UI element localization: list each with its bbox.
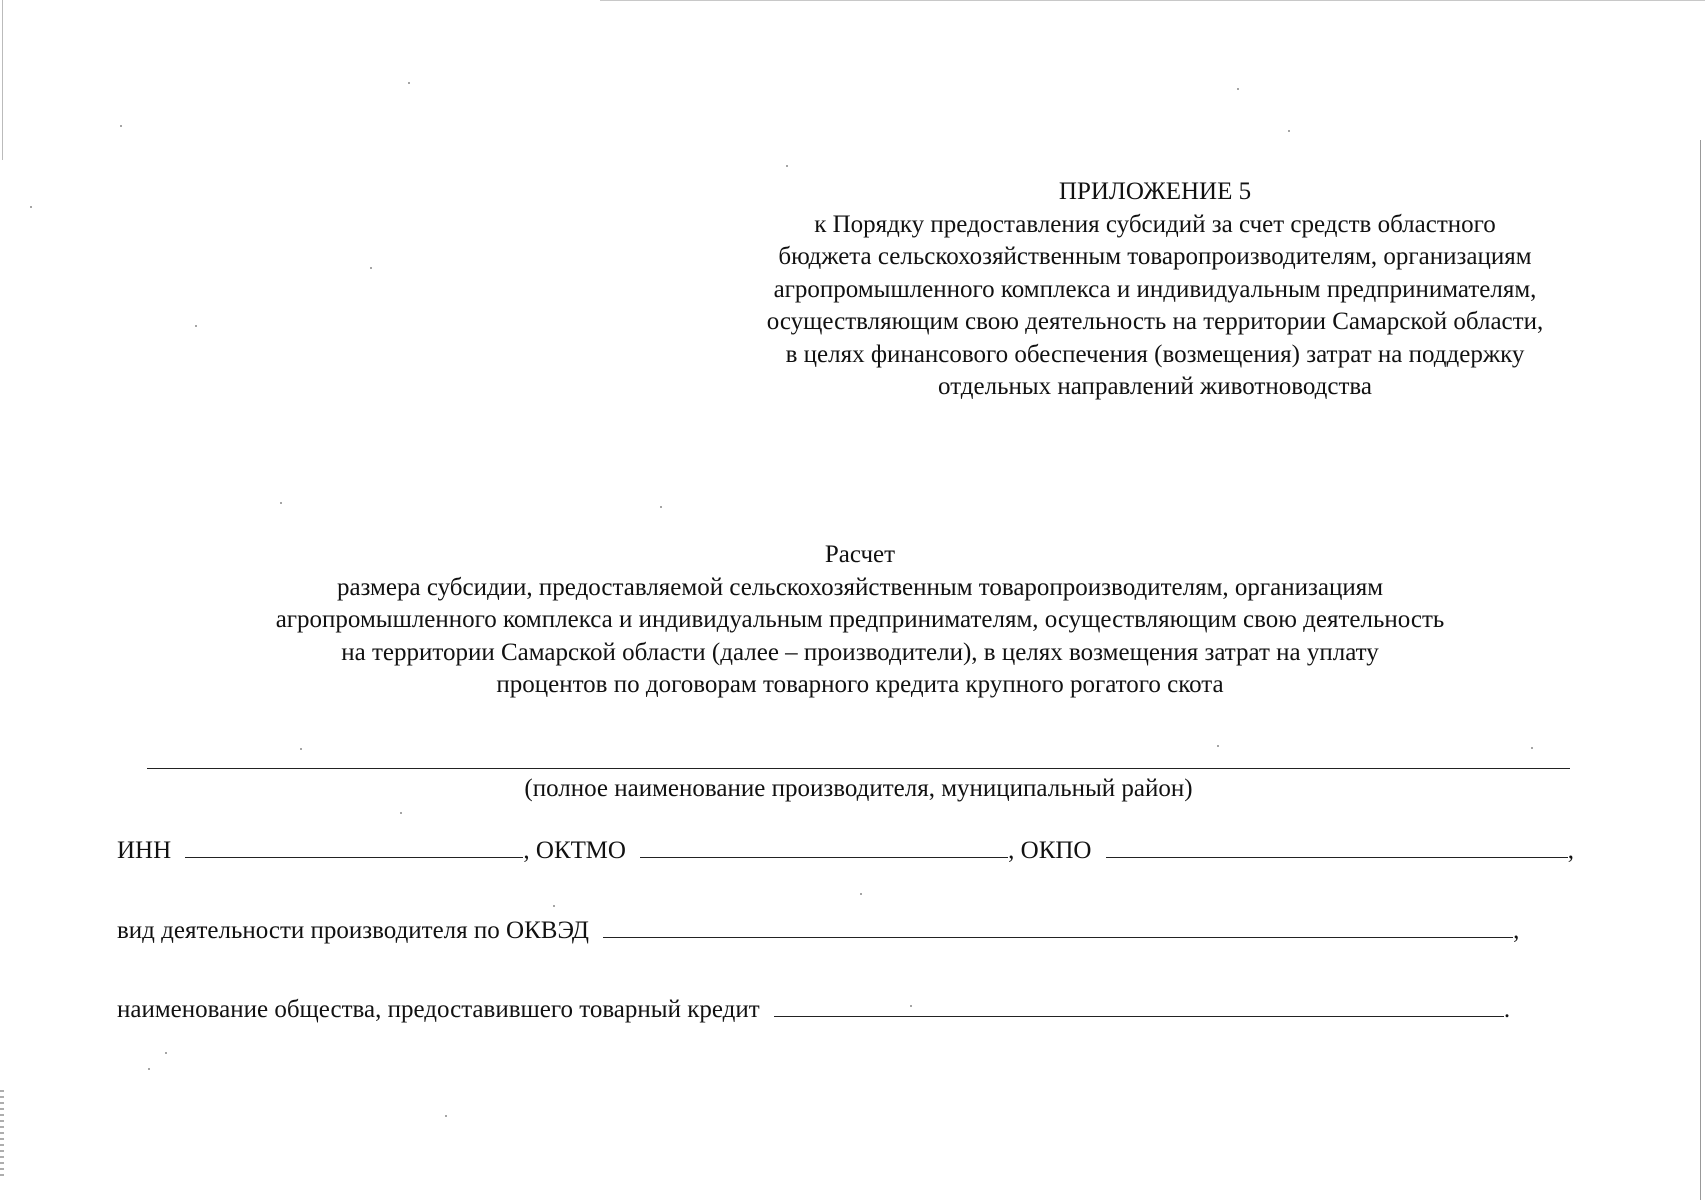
calculation-line: агропромышленного комплекса и индивидуальным предпринимателям, осуществляющим свою деятельность [275,606,1445,633]
scan-speck [408,82,410,84]
scan-speck [1288,130,1290,132]
scan-speck [1217,745,1219,747]
lender-label: наименование общества, предоставившего товарный кредит [117,996,760,1023]
appendix-header [655,176,1655,404]
scan-speck [30,206,32,208]
producer-name-caption: (полное наименование производителя, муниципальный район) [524,775,1193,802]
calculation-line: на территории Самарской области (далее – производители), в целях возмещения затрат на уплату [341,638,1379,666]
oktmo-field[interactable] [640,835,1008,858]
appendix-title: ПРИЛОЖЕНИЕ 5 [1058,178,1252,205]
scan-speck [553,905,555,907]
okpo-label: , ОКПО [1008,837,1092,864]
appendix-line: отдельных направлений животноводства [938,373,1372,400]
calculation-title: Расчет [824,541,896,568]
producer-name-field[interactable] [147,768,1570,769]
row-period: . [1503,996,1511,1023]
okved-label: вид деятельности производителя по ОКВЭД [117,917,589,944]
appendix-line: агропромышленного комплекса и индивидуальным предпринимателям, [773,275,1537,303]
okpo-field[interactable] [1106,835,1568,858]
appendix-line: к Порядку предоставления субсидий за счет средств областного [814,210,1496,238]
calculation-heading [120,539,1600,702]
appendix-line: бюджета сельскохозяйственным товаропроизводителям, организациям [778,243,1532,270]
scan-speck [660,506,662,508]
okved-field[interactable] [603,915,1513,938]
scan-edge-right [1700,140,1701,1200]
lender-field[interactable] [774,994,1504,1017]
scan-speck [1237,88,1239,90]
oktmo-label: , ОКТМО [523,837,626,864]
row-comma: , [1567,837,1574,864]
scan-speck [445,1115,447,1117]
scan-speck [370,267,372,269]
inn-field[interactable] [185,835,523,858]
calculation-line: размера субсидии, предоставляемой сельскохозяйственным товаропроизводителям, организациям [336,573,1384,601]
scan-edge-top [600,0,1705,1]
scan-speck [400,812,402,814]
scan-speck [195,325,197,327]
scan-speck [1531,747,1533,749]
row-comma: , [1513,917,1520,944]
inn-label: ИНН [117,837,172,864]
appendix-line: в целях финансового обеспечения (возмещения) затрат на поддержку [785,340,1525,368]
scan-speck [786,165,788,167]
appendix-line: осуществляющим свою деятельность на территории Самарской области, [766,308,1544,335]
calculation-line: процентов по договорам товарного кредита крупного рогатого скота [496,671,1224,698]
scan-speck [300,748,302,750]
scan-speck [148,1068,150,1070]
scan-edge-left [2,0,3,160]
scan-speck [280,502,282,504]
lender-row [117,994,1510,1026]
okved-row [117,915,1519,947]
scan-speck [165,1052,167,1054]
scan-speck [120,125,122,127]
scan-speck [860,893,862,895]
scan-noise [0,1090,4,1180]
codes-row [117,835,1574,867]
